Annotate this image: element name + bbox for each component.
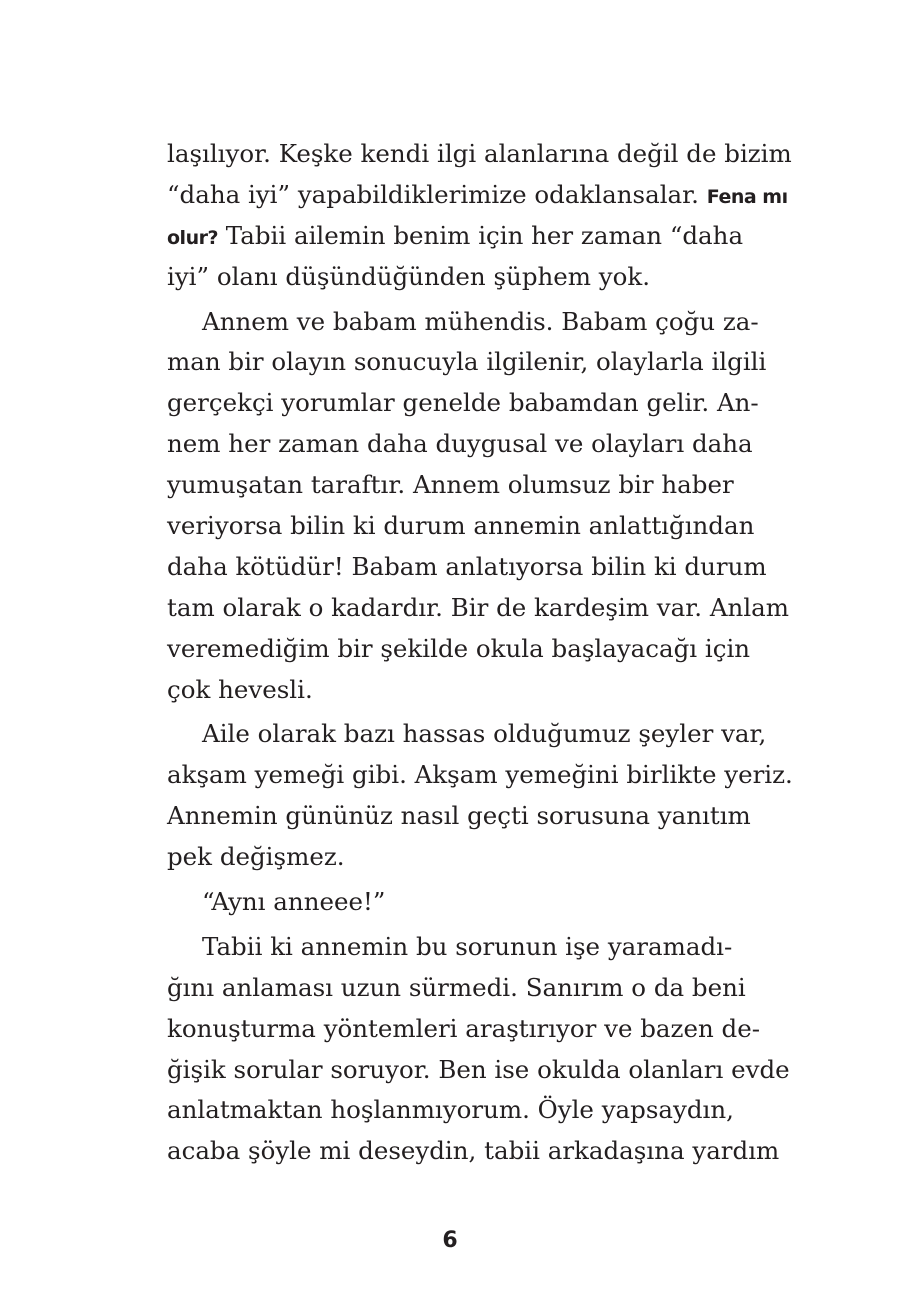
text-segment: tam olarak o kadardır. Bir de kardeşim var. Anlam [167, 592, 789, 622]
text-line [167, 342, 767, 383]
paragraph [167, 302, 789, 711]
text-segment: Tabii ki annemin bu sorunun işe yaramadı- [202, 931, 733, 961]
text-line [167, 1050, 790, 1091]
text-line [167, 257, 715, 298]
text-segment: konuşturma yöntemleri araştırıyor ve bazen de- [167, 1013, 760, 1043]
text-line [167, 1090, 734, 1131]
text-line [167, 755, 793, 796]
paragraph [167, 134, 792, 298]
paragraph [167, 927, 790, 1172]
text-line [167, 1009, 760, 1050]
text-line [167, 1131, 780, 1172]
text-segment: acaba şöyle mi deseydin, tabii arkadaşına yardım [167, 1136, 780, 1166]
text-line [167, 302, 759, 343]
page-number: 6 [442, 1228, 458, 1253]
text-segment: Tabii ailemin benim için her zaman “daha [217, 220, 744, 250]
text-segment: ğişik sorular soruyor. Ben ise okulda olanları evde [167, 1054, 790, 1084]
text-segment: “Aynı anneee!” [202, 887, 386, 917]
text-line [167, 714, 767, 755]
text-segment: Aile olarak bazı hassas olduğumuz şeyler var, [202, 719, 767, 749]
text-segment: veremediğim bir şekilde okula başlayacağı için [167, 633, 751, 663]
text-segment: Annemin gününüz nasıl geçti sorusuna yanıtım [167, 801, 751, 831]
text-segment: veriyorsa bilin ki durum annemin anlattığından [167, 511, 755, 541]
text-line [167, 927, 733, 968]
text-line [167, 547, 767, 588]
text-line [167, 383, 759, 424]
text-line [167, 424, 753, 465]
text-line [167, 968, 746, 1009]
text-segment: pek değişmez. [167, 842, 345, 872]
text-segment: Annem ve babam mühendis. Babam çoğu za- [202, 306, 759, 336]
text-segment: anlatmaktan hoşlanmıyorum. Öyle yapsaydın, [167, 1095, 734, 1125]
book-page-text [167, 134, 793, 1172]
text-segment: nem her zaman daha duygusal ve olayları daha [167, 429, 753, 459]
text-line [167, 629, 751, 670]
text-line [167, 837, 715, 878]
text-segment: man bir olayın sonucuyla ilgilenir, olaylarla ilgili [167, 347, 767, 377]
text-line [167, 216, 744, 257]
text-segment: ğını anlaması uzun sürmedi. Sanırım o da beni [167, 972, 746, 1002]
text-segment: “daha iyi” yapabildiklerimize odaklansalar. [167, 179, 707, 209]
text-line [167, 670, 715, 711]
inner-voice-text: olur? [167, 226, 218, 249]
text-line [167, 588, 789, 629]
text-line [167, 175, 788, 216]
paragraph [167, 882, 715, 923]
text-segment: yumuşatan taraftır. Annem olumsuz bir haber [167, 470, 734, 500]
text-segment: çok hevesli. [167, 674, 313, 704]
inner-voice-text: Fena mı [706, 185, 788, 208]
text-segment: daha kötüdür! Babam anlatıyorsa bilin ki durum [167, 551, 767, 581]
paragraph [167, 714, 793, 878]
text-segment: iyi” olanı düşündüğünden şüphem yok. [167, 261, 651, 291]
text-line [167, 796, 751, 837]
text-segment: laşılıyor. Keşke kendi ilgi alanlarına değil de bizim [167, 139, 792, 168]
text-segment: gerçekçi yorumlar genelde babamdan gelir. An- [167, 388, 759, 418]
text-segment: akşam yemeği gibi. Akşam yemeğini birlikte yeriz. [167, 760, 793, 790]
text-line [167, 882, 715, 923]
text-line [167, 465, 734, 506]
text-line [167, 134, 792, 175]
text-line [167, 506, 755, 547]
